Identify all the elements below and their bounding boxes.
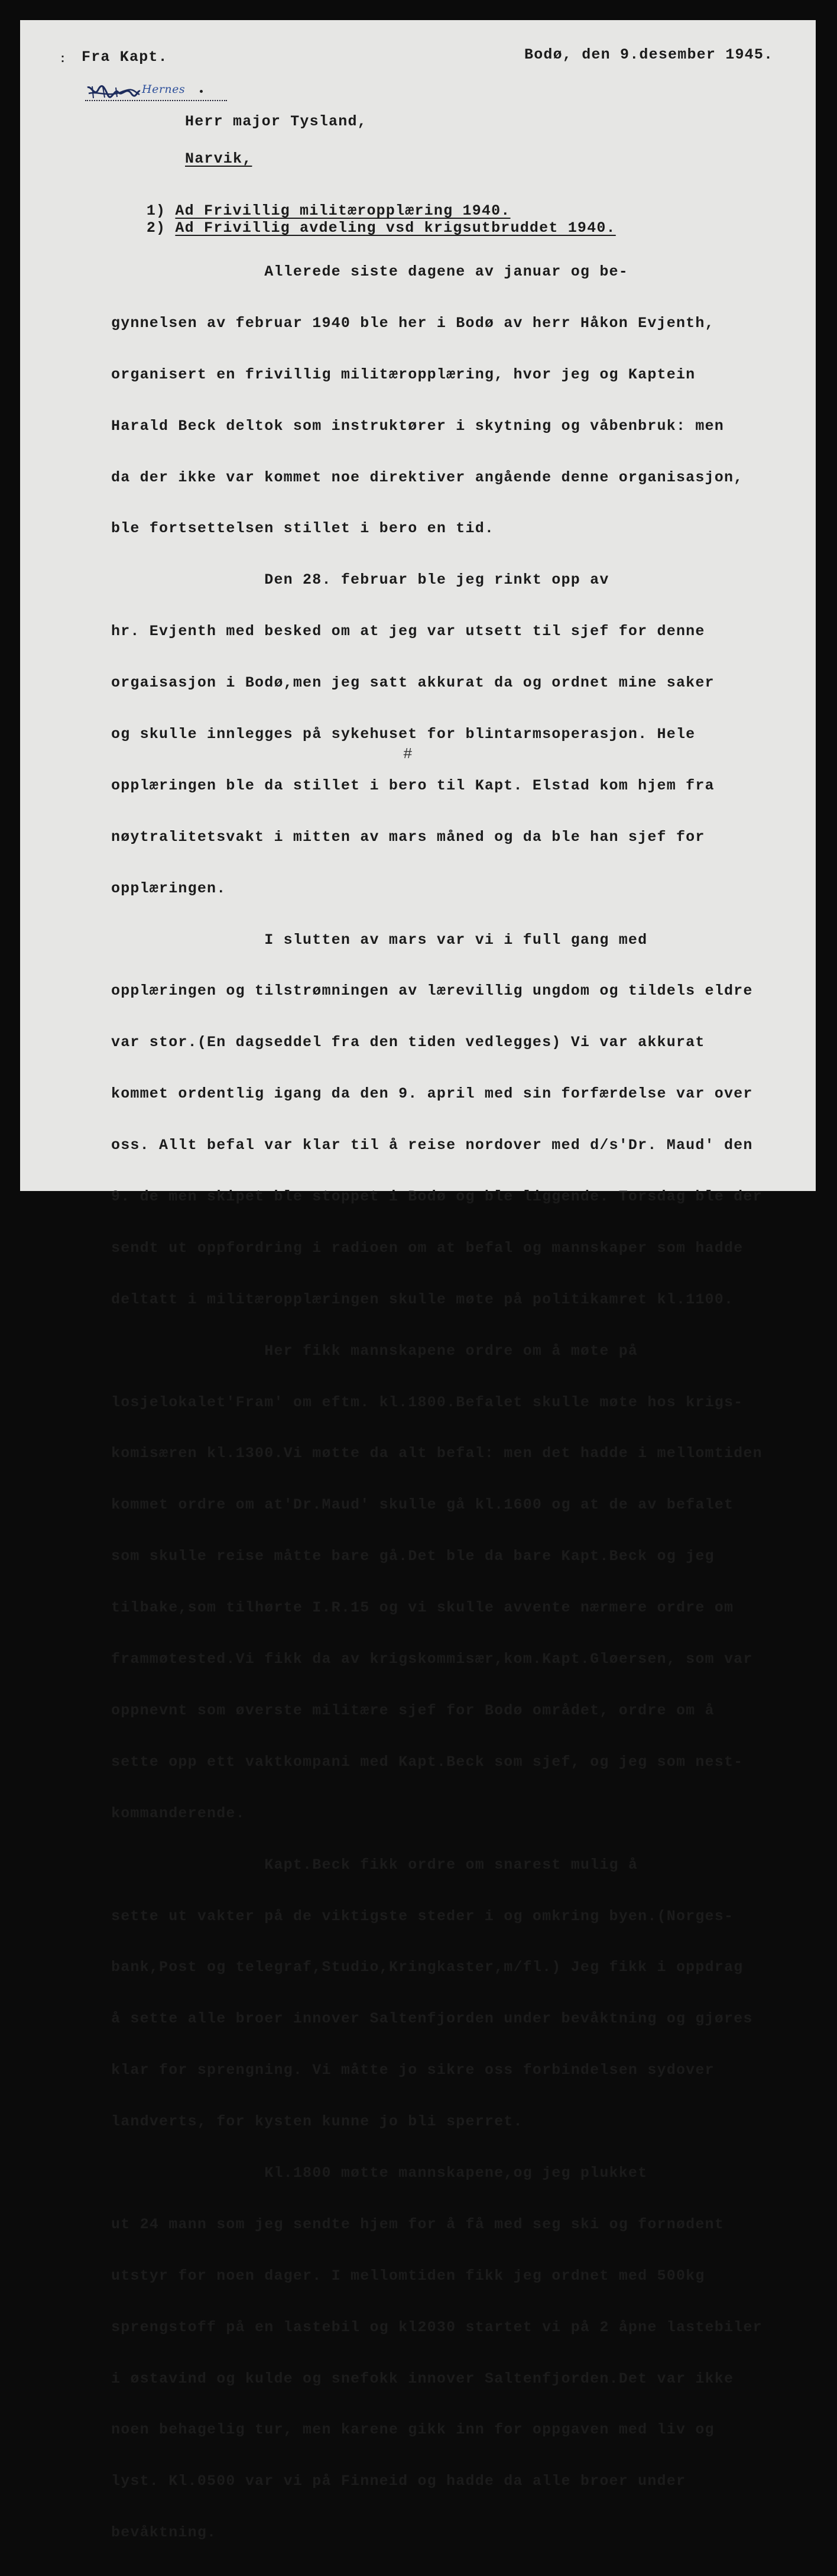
body-line: opplæringen og tilstrømningen av lærevillig ungdom og tildels eldre (111, 982, 753, 1000)
letter-body (111, 229, 763, 2576)
signature-period (200, 90, 203, 93)
body-line: ble fortsettelsen stillet i bero en tid. (111, 520, 495, 538)
body-line: oppnevnt som øverste militære sjef for Bodø området, ordre om å (111, 1701, 715, 1719)
body-line: I slutten av mars var vi i full gang med (111, 931, 648, 949)
body-line: da der ikke var kommet noe direktiver angående denne organisasjon, (111, 468, 744, 486)
subject-number: 2) (146, 219, 166, 237)
body-line: Allerede siste dagene av januar og be- (111, 263, 628, 280)
body-line: nøytralitetsvakt i mitten av mars måned og da ble han sjef for (111, 828, 705, 846)
body-line: noen behagelig tur, men karene gikk inn for oppgaven med liv og (111, 2421, 715, 2439)
body-line: Den 28. februar ble jeg rinkt opp av (111, 571, 609, 589)
signature-name: Hernes (142, 83, 186, 96)
letter-page (20, 20, 816, 2542)
subject-text: Ad Frivillig militæropplæring 1940. (175, 202, 511, 219)
body-line: bevåktning. (111, 2524, 217, 2542)
body-line: sette opp ett vaktkompani med Kapt.Beck som sjef, og jeg som nest- (111, 1753, 744, 1771)
body-line: kommet ordentlig igang da den 9. april med sin forfærdelse var over (111, 1085, 753, 1103)
body-line: Kl.1800 møtte mannskapene,og jeg plukket (111, 2164, 648, 2182)
sender-signature-stamp (84, 83, 219, 103)
body-line: og skulle innlegges på sykehuset for blintarmsoperasjon. Hele (111, 726, 696, 743)
body-line: gynnelsen av februar 1940 ble her i Bodø av herr Håkon Evjenth, (111, 314, 715, 332)
body-line: Harald Beck deltok som instruktører i skytning og våbenbruk: men (111, 417, 724, 435)
body-line: opplæringen ble da stillet i bero til Kapt. Elstad kom hjem fra (111, 776, 715, 794)
sender-line: Fra Kapt. (82, 48, 168, 66)
body-line: orgaisasjon i Bodø,men jeg satt akkurat da og ordnet mine saker (111, 674, 715, 692)
body-line: kommet ordre om at'Dr.Maud' skulle gå kl.1600 og at de av befalet (111, 1496, 734, 1514)
body-line: hr. Evjenth med besked om at jeg var utsett til sjef for denne (111, 623, 705, 640)
body-line: 9. de men skipet ble stoppet i Bodø og ble liggende. Torsdag ble der (111, 1188, 763, 1206)
dateline: Bodø, den 9.desember 1945. (524, 46, 774, 63)
subject-number: 1) (146, 202, 166, 219)
body-line: utstyr for noen dager. I mellomtiden fikk jeg ordnet med 500kg (111, 2267, 705, 2284)
subject-text: Ad Frivillig avdeling vsd krigsutbruddet 1940. (175, 219, 616, 237)
margin-punch-mark: : (59, 53, 67, 66)
body-line: var stor.(En dagseddel fra den tiden vedlegges) Vi var akkurat (111, 1034, 705, 1051)
body-line: klar for sprengning. Vi måtte jo sikre oss forbindelsen sydover (111, 2062, 715, 2079)
body-line: i østavind og kulde og snefokk innover Saltenfjorden.Det var ikke (111, 2370, 734, 2387)
body-line: tilbake,som tilhørte I.R.15 og vi skulle avvente nærmere ordre om (111, 1599, 734, 1617)
body-line: oss. Allt befal var klar til å reise nordover med d/s'Dr. Maud' den (111, 1137, 753, 1154)
recipient-line: Herr major Tysland, (185, 113, 367, 130)
body-line: sprengstoff på en lastebil og kl2030 startet vi på 2 åpne lastebiler (111, 2318, 763, 2336)
body-line: frammøtested.Vi fikk da av krigskommisær,kom.Kapt.Gløersen, som var (111, 1651, 753, 1668)
handwritten-margin-mark: # (403, 745, 413, 763)
body-line: sendt ut oppfordring i radioen om at befal og mannskaper som hadde (111, 1239, 744, 1257)
recipient-location: Narvik, (185, 150, 252, 167)
signature-dotted-line (85, 100, 227, 102)
body-line: ut 24 mann som jeg sendte hjem for å få med seg ski og fornødent (111, 2215, 724, 2233)
body-line: Her fikk mannskapene ordre om å møte på (111, 1342, 638, 1360)
body-line: komisæren kl.1300.Vi møtte da alt befal: men det hadde i mellomtiden (111, 1445, 763, 1462)
body-line: Kapt.Beck fikk ordre om snarest mulig å (111, 1856, 638, 1873)
body-line: organisert en frivillig militæropplæring, hvor jeg og Kaptein (111, 365, 696, 383)
body-line: som skulle reise måtte bare gå.Det ble da bare Kapt.Beck og jeg (111, 1548, 715, 1565)
signature-scribble-icon (85, 84, 141, 101)
body-line: opplæringen. (111, 879, 226, 897)
body-line: kommanderende. (111, 1804, 245, 1822)
body-line: sette ut vakter på de viktigste steder i og omkring byen.(Norges- (111, 1907, 734, 1925)
body-line: bank,Post og telegraf,Studio,Kringkaster,m/fl.) Jeg fikk i oppdrag (111, 1959, 744, 1976)
body-line: å sette alle broer innover Saltenfjorden under bevåktning og gjøres (111, 2010, 753, 2028)
body-line: lyst. Kl.0500 var vi på Finneid og hadde da alle broer under (111, 2473, 686, 2490)
body-line: losjelokalet'Fram' om eftm. kl.1800.Befalet skulle møte hos krigs- (111, 1393, 744, 1411)
body-line: deltatt i militæropplæringen skulle møte på politikamret kl.1100. (111, 1290, 734, 1308)
body-line: landverts, for kysten kunne jo bli sperret. (111, 2113, 523, 2131)
